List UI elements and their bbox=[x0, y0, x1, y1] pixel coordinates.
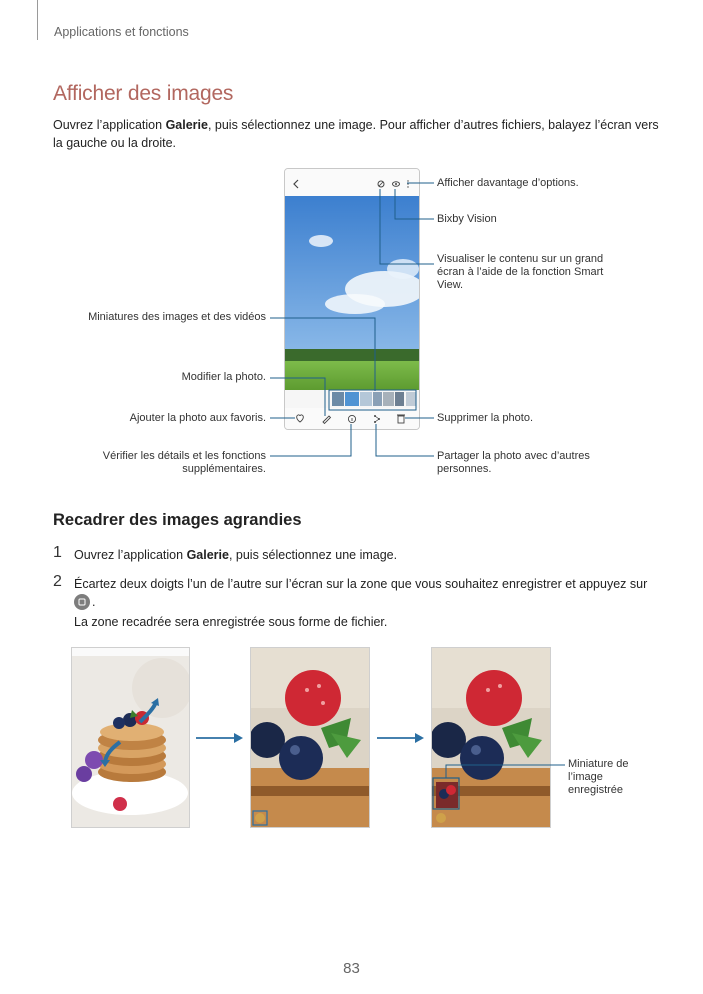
callout-saved-thumbnail: Miniature de l’image enregistrée bbox=[568, 758, 629, 796]
page-number: 83 bbox=[343, 960, 360, 977]
step-1-after: , puis sélectionnez une image. bbox=[228, 548, 398, 562]
callout-edit: Modifier la photo. bbox=[181, 371, 266, 383]
callout-details: Vérifier les détails et les fonctions supplémentaires. bbox=[102, 450, 266, 475]
zoomed-berries-illustration bbox=[251, 648, 369, 827]
callout-delete: Supprimer la photo. bbox=[437, 412, 533, 424]
step-2-text: Écartez deux doigts l’un de l’autre sur l’écran sur la zone que vous souhaitez enregistrer et appuyez sur bbox=[74, 577, 648, 591]
crop-screenshot-1 bbox=[71, 647, 190, 828]
intro-after: , puis sélectionnez une image. Pour afficher d’autres fichiers, balayez l’écran vers la gauche ou la droite. bbox=[53, 118, 659, 150]
step-1-number: 1 bbox=[53, 544, 62, 561]
callout-smart-view: Visualiser le contenu sur un grand écran à l’aide de la fonction Smart View. bbox=[437, 253, 604, 291]
thumbnail-callout-line bbox=[430, 755, 570, 810]
callout-bixby-vision: Bixby Vision bbox=[437, 213, 497, 225]
step-1-app-name: Galerie bbox=[186, 548, 229, 562]
arrow-right-1 bbox=[196, 730, 244, 746]
pancake-pinch-illustration bbox=[72, 648, 189, 827]
section-header: Applications et fonctions bbox=[54, 25, 189, 39]
step-2-number: 2 bbox=[53, 573, 62, 590]
intro-before: Ouvrez l’application bbox=[53, 118, 166, 132]
intro-app-name: Galerie bbox=[165, 118, 208, 132]
callout-share: Partager la photo avec d’autres personnes. bbox=[437, 450, 590, 475]
callout-thumbnails: Miniatures des images et des vidéos bbox=[88, 311, 266, 323]
callout-more-options: Afficher davantage d’options. bbox=[437, 177, 579, 189]
step-2-note: La zone recadrée sera enregistrée sous forme de fichier. bbox=[74, 615, 388, 629]
arrow-right-2 bbox=[377, 730, 425, 746]
callout-favorite: Ajouter la photo aux favoris. bbox=[129, 412, 266, 424]
crop-screenshot-2 bbox=[250, 647, 370, 828]
step-2-period: . bbox=[92, 595, 96, 609]
step-1-before: Ouvrez l’application bbox=[74, 548, 187, 562]
page-title: Afficher des images bbox=[53, 82, 234, 105]
step-1-text bbox=[74, 546, 654, 564]
crop-section-title: Recadrer des images agrandies bbox=[53, 511, 302, 529]
save-crop-icon bbox=[74, 594, 90, 610]
